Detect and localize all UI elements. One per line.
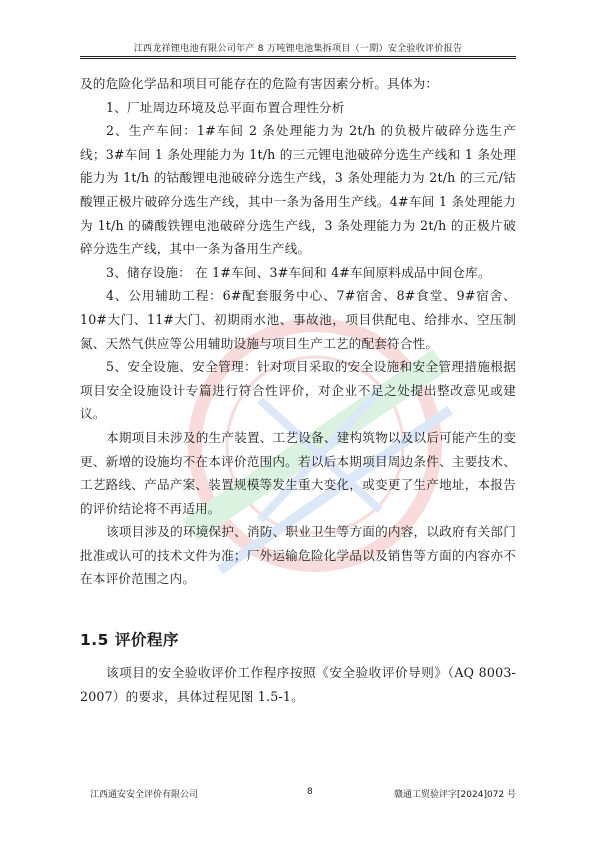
paragraph: 4、公用辅助工程：6#配套服务中心、7#宿舍、8#食堂、9#宿舍、10#大门、11#大门、初期雨水池、事故池，项目供配电、给排水、空压制氮、天然气供应等公用辅助设施与项目生产工艺的配套符合性。: [80, 288, 516, 351]
paragraph: 该项目的安全验收评价工作程序按照《安全验收评价导则》（AQ 8003-2007）的要求，具体过程见图 1.5-1。: [80, 665, 516, 704]
section-body: [80, 661, 516, 708]
paragraph: 本期项目未涉及的生产装置、工艺设备、建构筑物以及以后可能产生的变更、新增的设施均不在本评价范围内。若以后本期项目周边条件、主要技术、工艺路线、产品产案、装置规模等发生重大变化，或变更了生产地址，本报告的评价结论将不再适用。: [80, 429, 516, 516]
paragraph: 1、厂址周边环境及总平面布置合理性分析: [106, 99, 345, 115]
paragraph: 5、安全设施、安全管理：针对项目采取的安全设施和安全管理措施根据项目安全设施设计专篇进行符合性评价，对企业不足之处提出整改意见或建议。: [80, 359, 516, 422]
page-number: 8: [307, 787, 313, 797]
header-divider: [80, 56, 516, 57]
header-divider-thin: [80, 58, 516, 59]
section-heading: 1.5 评价程序: [80, 631, 179, 649]
paragraph: 及的危险化学品和项目可能存在的危险有害因素分析。具体为：: [80, 76, 439, 91]
footer-report-number: 赣通工贸验评字[2024]072 号: [394, 790, 516, 800]
footer-company: 江西通安安全评价有限公司: [90, 790, 199, 800]
paragraph: 该项目涉及的环境保护、消防、职业卫生等方面的内容，以政府有关部门批准或认可的技术文件为准；厂外运输危险化学品以及销售等方面的内容亦不在本评价范围之内。: [80, 524, 516, 587]
page-footer: [80, 787, 516, 801]
paragraph: 2、生产车间：1#车间 2 条处理能力为 2t/h 的负极片破碎分选生产线；3#车间 1 条处理能力为 1t/h 的三元锂电池破碎分选生产线和 1 条处理能力为 1t/h 的钴酸锂电池破碎分选生产线，3 条处理能力为 2t/h 的三元/钴酸锂正极片破碎分选生产线，其中一条为备用生产线。4#车间 1 条处理能力为 1t/h 的磷酸铁锂电池破碎分选生产线，3 条处理能力为 2t/h 的正极片破碎分选生产线，其中一条为备用生产线。: [80, 123, 516, 257]
body-text: [80, 72, 516, 591]
page-header-title: 江西龙祥锂电池有限公司年产 8 万吨锂电池集拆项目（一期）安全验收评价报告: [133, 44, 463, 54]
paragraph: 3、储存设施： 在 1#车间、3#车间和 4#车间原料成品中间仓库。: [106, 264, 491, 280]
